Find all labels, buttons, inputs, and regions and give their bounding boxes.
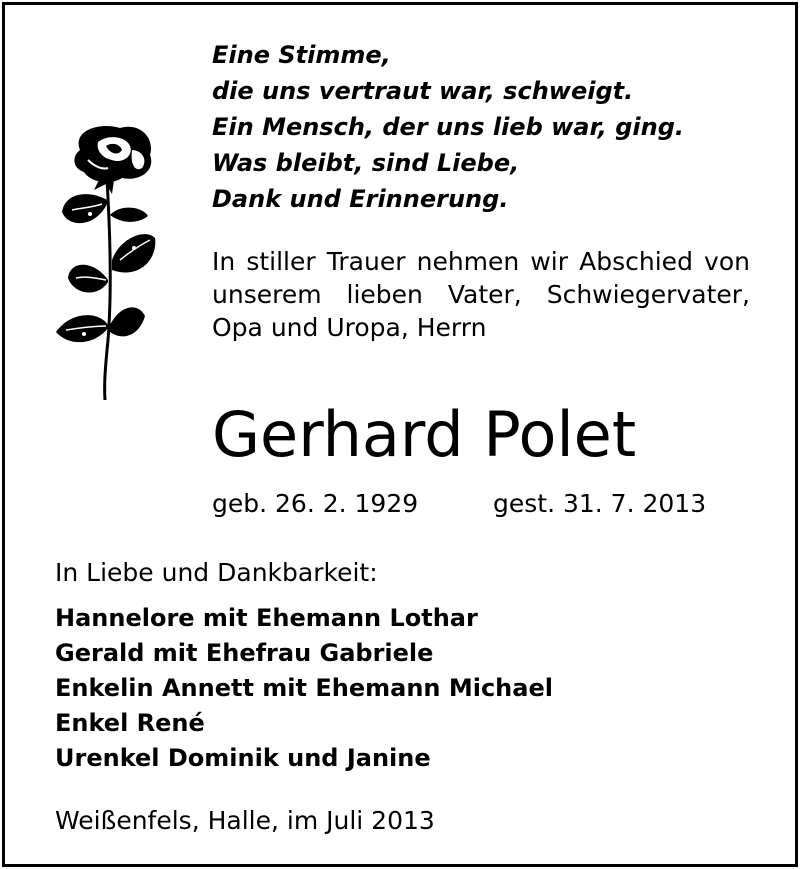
place-date: Weißenfels, Halle, im Juli 2013 <box>55 806 435 835</box>
memorial-verse <box>212 37 684 217</box>
rose-icon <box>50 120 165 405</box>
death-date: gest. 31. 7. 2013 <box>493 489 707 518</box>
family-list <box>55 601 553 776</box>
family-member: Enkelin Annett mit Ehemann Michael <box>55 674 553 702</box>
verse-line: Eine Stimme, <box>212 41 391 69</box>
family-member: Urenkel Dominik und Janine <box>55 744 431 772</box>
verse-line: Dank und Erinnerung. <box>212 185 509 213</box>
verse-line: Ein Mensch, der uns lieb war, ging. <box>212 113 685 141</box>
family-member: Hannelore mit Ehemann Lothar <box>55 604 478 632</box>
thanks-line: In Liebe und Dankbarkeit: <box>55 558 378 587</box>
verse-line: die uns vertraut war, schweigt. <box>212 77 634 105</box>
family-member: Enkel René <box>55 709 205 737</box>
verse-line: Was bleibt, sind Liebe, <box>212 149 520 177</box>
intro-text: In stiller Trauer nehmen wir Abschied von unserem lieben Vater, Schwiegervater, Opa und Uropa, Herrn <box>212 247 750 342</box>
family-member: Gerald mit Ehefrau Gabriele <box>55 639 434 667</box>
deceased-name: Gerhard Polet <box>212 398 637 471</box>
obituary-notice <box>2 2 798 867</box>
birth-date: geb. 26. 2. 1929 <box>212 489 419 518</box>
